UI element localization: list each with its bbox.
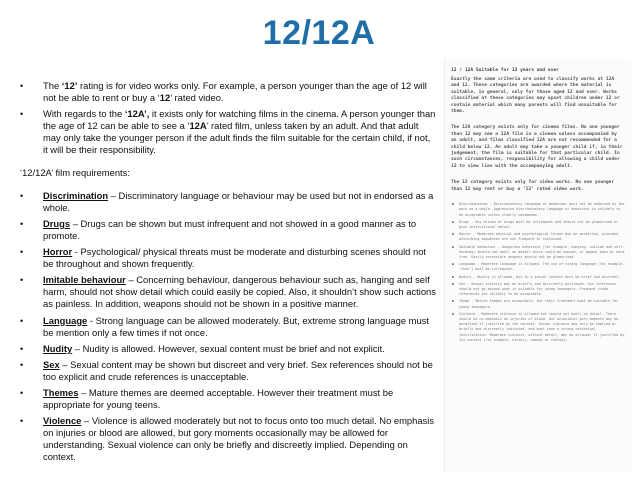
reference-paragraphs [445,75,631,201]
reference-paragraph: The 12 category exists only for video works. No one younger than 12 may rent or buy a ‘12’ rated video work. [451,180,615,192]
rating-label: ‘12’ [61,80,78,91]
requirement-item [20,246,436,270]
requirement-term: Language [43,314,88,326]
reference-item: ■ Imitable behaviour - Dangerous behaviour (for example, hanging, suicide and self-harming) should not dwell on detail which could be copied, or appear pain or harm free. Easily accessible weapons should not be glamorised. [445,244,631,262]
reference-item: ■ Violence - Moderate violence is allowed but should not dwell on detail. There should be no emphasis on injuries or blood, but occasional gory moments may be permitted if justified by the context. Sexual violence may only be implied or briefly and discreetly indicated, and must have a strong contextual justification. Moderate violence, without detail, may be allowed, if justified by its context (for example, history, comedy or fantasy). [445,311,631,344]
requirement-text: - Strong language can be allowed moderately. But, extreme strong language must be mention only a few times if not once. [43,314,429,338]
requirement-text: – Concerning behaviour, dangerous behaviour such as, hanging and self harm, should not show detail which could easily be copied. Also, it shouldn’t show such actions as painless. In addition, weapons should not be shown in a positive manner. [43,274,436,310]
requirement-text: – Mature themes are deemed acceptable. However their treatment must be appropriate for young teens. [43,386,394,411]
reference-item: ■ Horror - Moderate physical and psychological threat may be permitted, provided disturbing sequences are not frequent or sustained. [445,231,631,243]
reference-item: ■ Discrimination - Discriminatory language or behaviour must not be endorsed by the work as a whole. Aggressive discriminatory language or behaviour is unlikely to be acceptable unless clearly condemned. [445,201,631,219]
requirements-heading: ‘12/12A’ film requirements: [20,166,130,178]
requirement-term: Sex [43,358,60,370]
requirement-item [20,315,436,339]
requirement-text: – Sexual content may be shown but discreet and very brief. Sex references should not be too explicit and crude references is unacceptable. [43,358,433,382]
requirement-item [20,387,436,411]
left-content [20,80,436,468]
requirement-text: – Drugs can be shown but must infrequent and not showed in a good manner as to promote. [43,217,417,241]
intro-item [20,108,436,156]
intro-list [20,80,436,157]
requirement-text: – Discriminatory language or behaviour may be used but not in endorsed as a whole. [43,189,434,213]
intro-text: ’ rated video. [170,92,224,104]
requirement-item [20,343,436,355]
requirement-item [20,274,436,310]
rating-label: 12 [159,92,171,104]
intro-text: With regards to the [43,108,125,120]
requirement-text: - Psychological/ physical threats must be moderate and disturbing scenes should not be throughout and shown frequently. [43,246,427,270]
requirement-term: Violence [43,415,82,427]
reference-item: ■ Nudity - Nudity is allowed, but in a sexual context must be brief and discreet. [445,274,631,281]
reference-item: ■ Language - Moderate language is allowed. The use of strong language (for example, ‘fuck’) must be infrequent. [445,261,631,273]
requirement-item [20,190,436,214]
intro-item [20,80,436,104]
requirement-term: Nudity [43,342,73,354]
requirement-item [20,415,436,463]
rating-label: 12A [189,120,207,132]
requirement-text: – Violence is allowed moderately but not to focus onto too much detail. No emphasis on injuries or blood are allowed, but gory moments occasionally may be allowed for understanding. Sexual violence can only be briefly and discreetly implied. Depending on context. [43,415,435,463]
reference-item: ■ Sex - Sexual activity may be briefly and discreetly portrayed. Sex references should not go beyond what is suitable for young teenagers. Frequent crude references are unlikely to be acceptable. [445,281,631,299]
requirement-term: Drugs [43,217,71,229]
reference-image [444,58,631,473]
intro-text: it exists only for watching films in the cinema. A person younger than the age of 12 can be able to see a ‘ [43,108,436,132]
reference-item: ■ Drugs - Any misuse of drugs must be infrequent and should not be glamorised or give instructional detail. [445,219,631,231]
reference-item: ■ Theme - Mature themes are acceptable, but their treatment must be suitable for young teenagers. [445,298,631,310]
requirement-term: Themes [43,386,79,398]
page-title: 12/12A [262,14,376,52]
reference-heading: 12 / 12A Suitable for 12 years and over [451,68,559,73]
requirement-item [20,359,436,383]
requirement-term: Horror [43,246,73,258]
intro-text: The [43,80,62,91]
reference-paragraph: Exactly the same criteria are used to classify works at 12A and 12. These categories are awarded where the material is suitable, in general, only for those aged 12 and over. Works classified at these categories may upset children under 12 or contain material which many parents will find unsuitable for them. [451,77,620,115]
reference-items [445,201,631,344]
requirement-term: Discrimination [43,189,109,201]
rating-label: ‘12A’, [124,108,150,120]
intro-text: rating is for video works only. For example, a person younger than the age of 12 will not be able to rent or buy a ‘ [43,80,427,104]
requirement-item [20,218,436,242]
requirement-term: Imitable behaviour [43,274,126,286]
intro-text: ’ rated film, unless taken by an adult. And that adult may only take the younger person if the adult finds the film suitable for the certain child, if not, it will be their responsibility. [43,120,431,156]
requirement-text: – Nudity is allowed. However, sexual content must be brief and not explicit. [72,342,385,354]
reference-paragraph: The 12A category exists only for cinema films. No one younger than 12 may see a 12A film in a cinema unless accompanied by an adult, and films classified 12A are not recommended for a child below 12. An adult may take a younger child if, in their judgement, the film is suitable for that particular child. In such circumstances, responsibility for allowing a child under 12 to view lies with the accompanying adult. [451,125,623,169]
requirements-list [20,190,436,464]
